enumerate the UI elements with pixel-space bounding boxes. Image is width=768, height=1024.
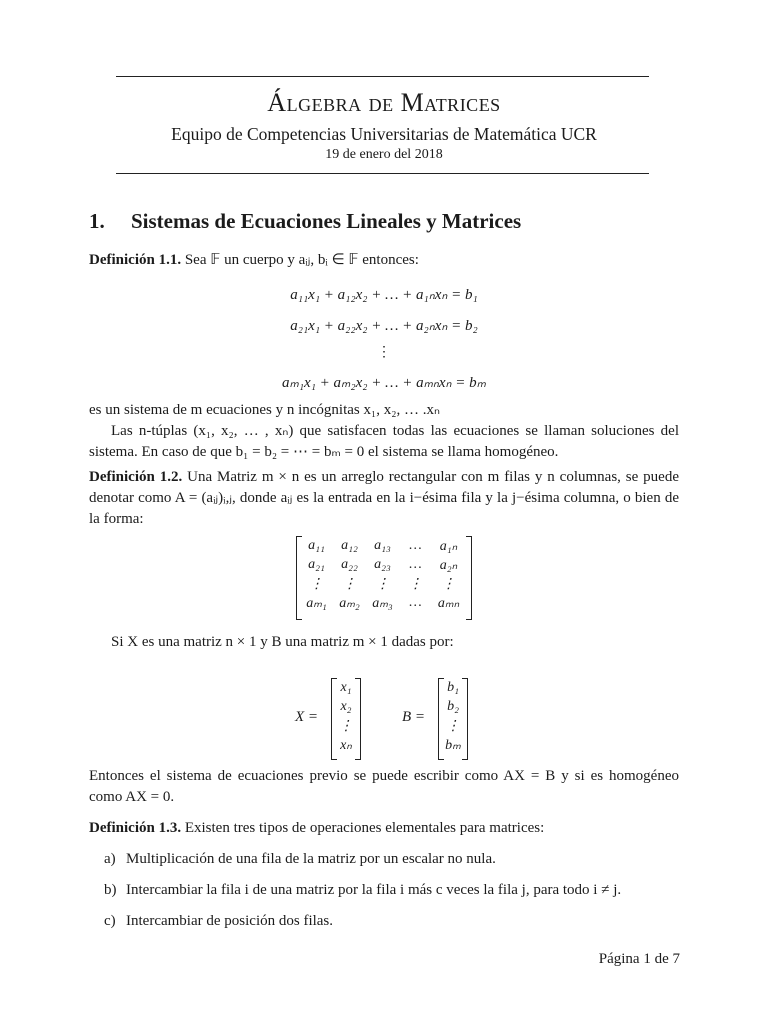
equation-vdots: ⋮ <box>377 344 391 360</box>
equation-row-2: a₂₁x₁ + a₂₂x₂ + … + a₂ₙxₙ = b₂ <box>290 318 478 334</box>
matrix-entry: aₘₙ <box>437 596 460 611</box>
matrix-entry: a₁₂ <box>341 538 358 553</box>
equation-row-1: a₁₁x₁ + a₁₂x₂ + … + a₁ₙxₙ = b₁ <box>290 287 478 303</box>
x-label: X = <box>295 709 319 725</box>
bottom-rule <box>116 173 649 174</box>
definition-text: Sea 𝔽 un cuerpo y aᵢⱼ, bᵢ ∈ 𝔽 entonces: <box>184 252 419 268</box>
definition-label: Definición 1.2. <box>89 469 183 485</box>
list-item <box>104 913 333 930</box>
list-marker: b) <box>104 882 117 898</box>
list-marker: a) <box>104 851 116 867</box>
definition-label: Definición 1.1. <box>89 252 182 268</box>
matrix-entry: ⋮ <box>342 577 357 592</box>
solutions-paragraph: Las n-túplas (x₁, x₂, … , xₙ) que satisfacen todas las ecuaciones se llaman soluciones del sistema. En caso de que b₁ = b₂ = ⋯ = bₘ = 0 el sistema se llama homogéneo. <box>89 423 679 460</box>
matrix-entry: a₁₁ <box>308 538 325 553</box>
page-number: Página 1 de 7 <box>598 951 680 967</box>
list-text: Intercambiar la fila i de una matriz por la fila i más c veces la fila j, para todo i ≠ j. <box>126 882 622 898</box>
list-marker: c) <box>104 913 116 929</box>
list-text: Intercambiar de posición dos filas. <box>126 913 334 929</box>
matrix-entry: bₘ <box>445 738 461 753</box>
matrix-entry: a₂₁ <box>308 557 325 572</box>
matrix-entry: a₂₂ <box>341 557 358 572</box>
matrix-entry: a₂₃ <box>374 557 391 572</box>
b-label: B = <box>402 709 426 725</box>
matrix-entry: ⋮ <box>309 577 324 592</box>
matrix-entry: a₁₃ <box>374 538 391 553</box>
matrix-entry: ⋮ <box>408 577 423 592</box>
system-description: es un sistema de m ecuaciones y n incógnitas x₁, x₂, … .xₙ <box>89 402 440 418</box>
matrix-entry: ⋮ <box>441 577 456 592</box>
matrix-entry: b₂ <box>447 699 459 714</box>
list-item <box>104 882 621 899</box>
b-vector <box>438 678 468 760</box>
definition-1-1-intro <box>89 250 679 271</box>
matrix-entry: b₁ <box>447 680 459 695</box>
matrix-entry: x₁ <box>340 680 352 695</box>
matrix-entry: aₘ₃ <box>372 596 393 611</box>
definition-1-2 <box>89 467 679 530</box>
matrix-entry: ⋮ <box>339 719 353 734</box>
section-number: 1. <box>89 209 105 233</box>
matrix-entry: a₁ₙ <box>439 539 458 554</box>
vector-intro: Si X es una matriz n × 1 y B una matriz m × 1 dadas por: <box>111 634 454 650</box>
matrix-form-conclusion: Entonces el sistema de ecuaciones previo se puede escribir como AX = B y si es homogéneo como AX = 0. <box>89 768 679 805</box>
matrix-entry: aₘ₁ <box>306 596 327 611</box>
section-heading <box>89 209 521 234</box>
matrix-entry: … <box>409 595 422 610</box>
matrix-entry: … <box>409 557 422 572</box>
definition-text: Existen tres tipos de operaciones elementales para matrices: <box>184 820 545 836</box>
matrix-entry: ⋮ <box>446 719 460 734</box>
definition-1-1-after <box>89 400 679 463</box>
matrix-entry: … <box>409 538 422 553</box>
matrix-entry: a₂ₙ <box>439 558 458 573</box>
definition-1-3 <box>89 818 679 839</box>
section-title: Sistemas de Ecuaciones Lineales y Matrices <box>131 209 522 233</box>
equation-row-m: aₘ₁x₁ + aₘ₂x₂ + … + aₘₙxₙ = bₘ <box>282 375 486 391</box>
si-text <box>89 632 679 653</box>
matrix-entry: ⋮ <box>375 577 390 592</box>
matrix-entry: xₙ <box>340 738 352 753</box>
general-matrix <box>296 536 472 620</box>
list-item <box>104 851 496 868</box>
definition-text: Una Matriz m × n es un arreglo rectangular con m filas y n columnas, se puede denotar como A = (aᵢⱼ)ᵢ,ⱼ, donde aᵢⱼ es la entrada en la i−ésima fila y la j−ésima columna, o bien de la forma: <box>89 469 679 527</box>
list-text: Multiplicación de una fila de la matriz por un escalar no nula. <box>126 851 496 867</box>
top-rule <box>116 76 649 77</box>
document-date: 19 de enero del 2018 <box>325 147 443 162</box>
definition-label: Definición 1.3. <box>89 820 182 836</box>
matrix-entry: aₘ₂ <box>339 596 360 611</box>
matrix-entry: x₂ <box>340 699 352 714</box>
document-title: Álgebra de Matrices <box>267 88 501 117</box>
x-vector <box>331 678 361 760</box>
right-bracket <box>466 536 472 620</box>
document-subtitle: Equipo de Competencias Universitarias de Matemática UCR <box>171 124 597 144</box>
